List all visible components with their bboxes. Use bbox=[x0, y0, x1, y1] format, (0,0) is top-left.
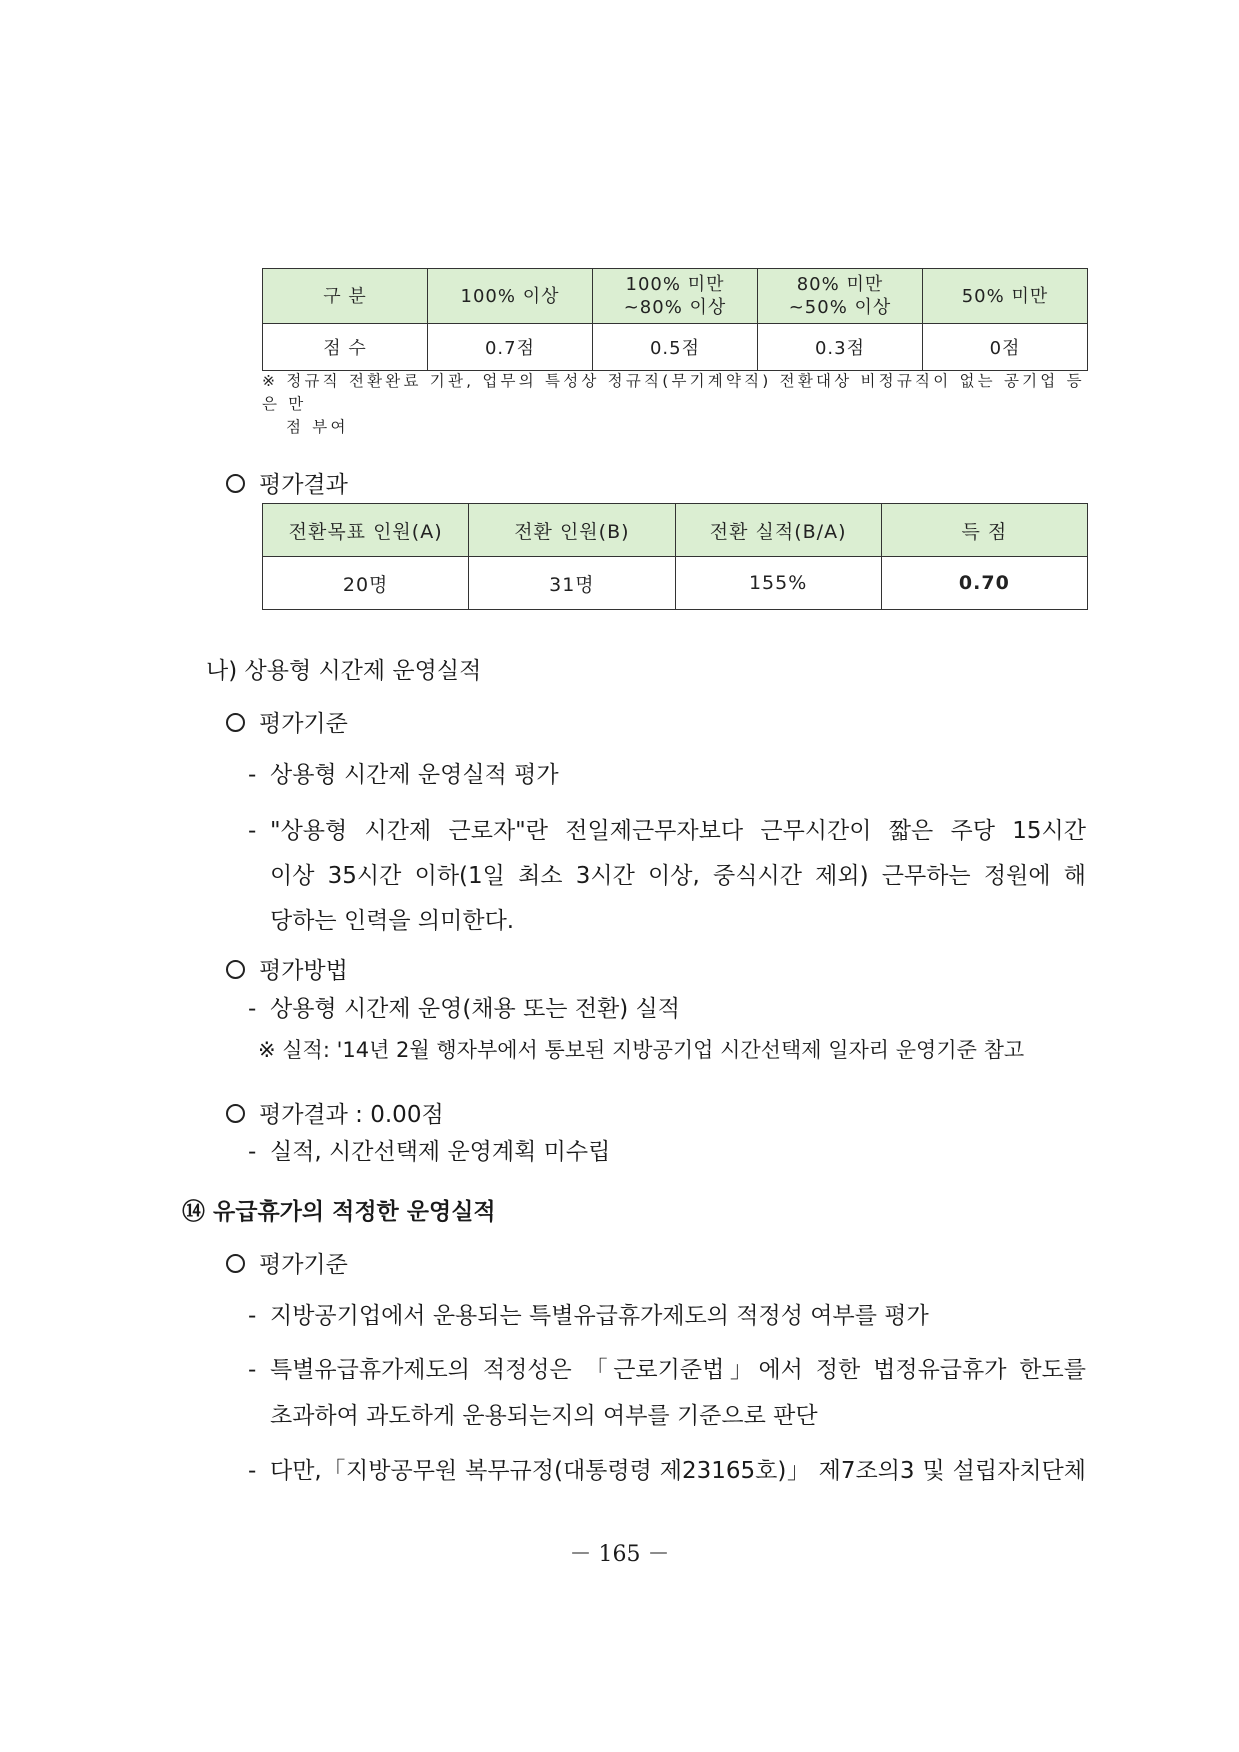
result-table-cell: 155% bbox=[675, 557, 881, 610]
item-text: 특별유급휴가제도의 적정성은 「근로기준법」에서 정한 법정유급휴가 한도를 bbox=[270, 1357, 1086, 1383]
score-table-cell: 0.3점 bbox=[758, 324, 923, 371]
score-table-row bbox=[263, 324, 1088, 371]
score-table-header-cell: 구 분 bbox=[263, 269, 428, 324]
circle-bullet-icon bbox=[226, 960, 245, 979]
na-method-heading bbox=[226, 952, 348, 985]
item-line: 당하는 인력을 의미한다. bbox=[270, 908, 515, 934]
item-line: 초과하여 과도하게 운용되는지의 여부를 기준으로 판단 bbox=[270, 1403, 818, 1429]
score-table-header-cell: 100% 이상 bbox=[428, 269, 593, 324]
heading-text: 평가결과 bbox=[259, 472, 348, 498]
score-table-cell: 0.5점 bbox=[593, 324, 758, 371]
s14-criteria-item bbox=[248, 1351, 1086, 1384]
na-criteria-item: - 상용형 시간제 운영실적 평가 bbox=[248, 762, 559, 788]
score-table-cell: 0점 bbox=[923, 324, 1088, 371]
result-table-header-cell: 득 점 bbox=[881, 504, 1087, 557]
circle-bullet-icon bbox=[226, 1254, 245, 1273]
score-table-note bbox=[262, 370, 1092, 439]
item-text: 다만,「지방공무원 복무규정(대통령령 제23165호)」 제7조의3 및 설립자치단체 bbox=[270, 1458, 1086, 1484]
item-text: 지방공기업에서 운용되는 특별유급휴가제도의 적정성 여부를 평가 bbox=[270, 1303, 929, 1329]
circle-bullet-icon bbox=[226, 1104, 245, 1123]
item-text: 상용형 시간제 운영(채용 또는 전환) 실적 bbox=[270, 996, 680, 1022]
result-table-header-cell: 전환목표 인원(A) bbox=[263, 504, 469, 557]
heading-text: 평가결과 : 0.00점 bbox=[259, 1102, 444, 1128]
item-line: 이상 35시간 이하(1일 최소 3시간 이상, 중식시간 제외) 근무하는 정원에 해 bbox=[270, 863, 1086, 889]
score-table-header-row bbox=[263, 269, 1088, 324]
section-14-title: ⑭ 유급휴가의 적정한 운영실적 bbox=[182, 1199, 496, 1225]
item-line: - 다만,「지방공무원 복무규정(대통령령 제23165호)」 제7조의3 및 설립자치단체 bbox=[248, 1458, 1086, 1484]
item-text: 실적, 시간선택제 운영계획 미수립 bbox=[270, 1139, 611, 1165]
score-note-line: 점 부여 bbox=[286, 418, 349, 436]
result-table-header-cell: 전환 인원(B) bbox=[469, 504, 675, 557]
result-table-header-row bbox=[263, 504, 1088, 557]
score-table-header-cell: 100% 미만 ~80% 이상 bbox=[593, 269, 758, 324]
score-table-cell: 점 수 bbox=[263, 324, 428, 371]
item-line: - 특별유급휴가제도의 적정성은 「근로기준법」에서 정한 법정유급휴가 한도를 bbox=[248, 1357, 1086, 1383]
s14-criteria-item bbox=[248, 1452, 1086, 1485]
circle-bullet-icon bbox=[226, 713, 245, 732]
na-method-item: - 상용형 시간제 운영(채용 또는 전환) 실적 bbox=[248, 996, 680, 1022]
na-criteria-heading bbox=[226, 705, 348, 738]
na-result-heading bbox=[226, 1096, 444, 1129]
score-table-header-cell: 80% 미만 ~50% 이상 bbox=[758, 269, 923, 324]
result-table-cell: 31명 bbox=[469, 557, 675, 610]
na-result-item: - 실적, 시간선택제 운영계획 미수립 bbox=[248, 1139, 611, 1165]
result-table-row bbox=[263, 557, 1088, 610]
heading-text: 평가기준 bbox=[259, 1252, 348, 1278]
na-method-note: ※ 실적: '14년 2월 행자부에서 통보된 지방공기업 시간선택제 일자리 운영기준 참고 bbox=[258, 1038, 1025, 1062]
score-table-header-cell: 50% 미만 bbox=[923, 269, 1088, 324]
section-na-title: 나) 상용형 시간제 운영실적 bbox=[206, 658, 482, 684]
page-number: － 165 － bbox=[569, 1542, 670, 1567]
result-table-cell: 20명 bbox=[263, 557, 469, 610]
heading-text: 평가기준 bbox=[259, 711, 348, 737]
score-criteria-table bbox=[262, 268, 1088, 371]
s14-criteria-heading bbox=[226, 1246, 348, 1279]
s14-criteria-item: - 지방공기업에서 운용되는 특별유급휴가제도의 적정성 여부를 평가 bbox=[248, 1303, 929, 1329]
eval-result-heading bbox=[226, 466, 348, 499]
heading-text: 평가방법 bbox=[259, 958, 348, 984]
score-note-line: ※ 정규직 전환완료 기관, 업무의 특성상 정규직(무기계약직) 전환대상 비정규직이 없는 공기업 등은 만 bbox=[262, 372, 1085, 413]
item-text: 상용형 시간제 운영실적 평가 bbox=[270, 762, 559, 788]
na-criteria-item bbox=[248, 812, 1086, 845]
result-table-score-cell: 0.70 bbox=[881, 557, 1087, 610]
item-line: - "상용형 시간제 근로자"란 전일제근무자보다 근무시간이 짧은 주당 15시간 bbox=[248, 818, 1086, 844]
eval-result-table bbox=[262, 503, 1088, 610]
result-table-header-cell: 전환 실적(B/A) bbox=[675, 504, 881, 557]
item-text: "상용형 시간제 근로자"란 전일제근무자보다 근무시간이 짧은 주당 15시간 bbox=[270, 818, 1086, 844]
circle-bullet-icon bbox=[226, 474, 245, 493]
score-table-cell: 0.7점 bbox=[428, 324, 593, 371]
